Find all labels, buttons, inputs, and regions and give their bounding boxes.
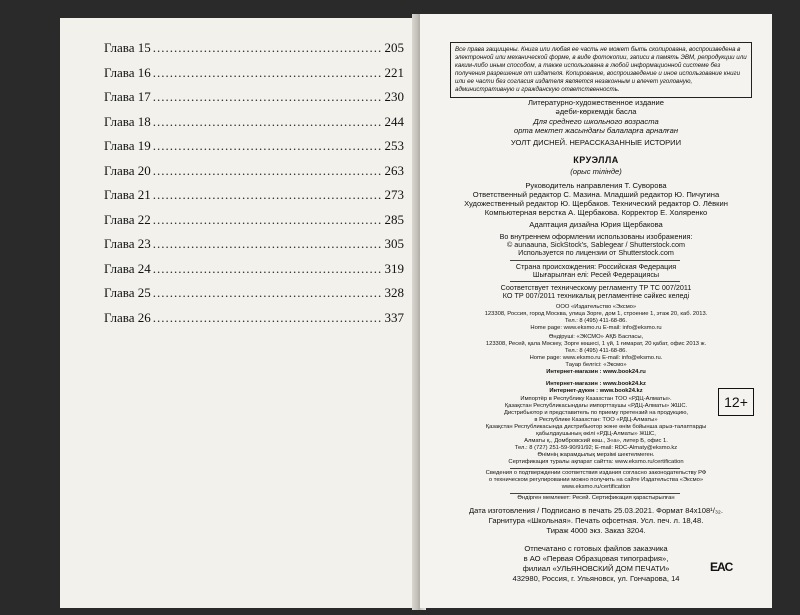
staff-line: Компьютерная верстка А. Щербакова. Корректор Е. Холяренко bbox=[484, 208, 708, 217]
toc-label: Глава 15 bbox=[104, 40, 151, 55]
printer-info: филиал «УЛЬЯНОВСКИЙ ДОМ ПЕЧАТИ» bbox=[522, 564, 670, 573]
toc-leader-dots bbox=[153, 187, 383, 203]
toc-page-number: 305 bbox=[384, 236, 404, 251]
copyright-notice: Все права защищены. Книга или любая ее часть не может быть скопирована, воспроизведена в электронной или механической форме, в виде фотокопии, записи в память ЭВМ, репродукции или каким-либо иным способом, а также использована в любой информационной системе без получения разрешения от издателя. Копирование, воспроизведение и иное использование книги или ее части без согласия издателя является незаконным и влечет уголовную, административную и гражданскую ответственность. bbox=[450, 42, 752, 98]
publisher-kz: Тел.: 8 (495) 411-68-86. bbox=[564, 348, 628, 354]
toc-page-number: 263 bbox=[384, 162, 404, 178]
images-credit: Используется по лицензии от Shutterstock.com bbox=[518, 248, 674, 257]
origin-country-kz: Шығарылған елі: Ресей Федерациясы bbox=[532, 270, 660, 279]
toc-leader-dots bbox=[153, 236, 383, 252]
certification-info-kz: Өндірген мемлекет: Ресей. Сертификация қарастырылған bbox=[517, 495, 675, 501]
toc-entry bbox=[104, 236, 404, 261]
toc-entry bbox=[104, 261, 404, 286]
toc-entry bbox=[104, 285, 404, 310]
toc-page-number: 337 bbox=[384, 309, 404, 325]
images-credit: © aunaauna, SickStock's, Sablegear / Shutterstock.com bbox=[506, 240, 686, 249]
print-details: Гарнитура «Школьная». Печать офсетная. Усл. печ. л. 18,48. bbox=[488, 516, 704, 525]
divider bbox=[510, 468, 680, 469]
series-name: УОЛТ ДИСНЕЙ. НЕРАССКАЗАННЫЕ ИСТОРИИ bbox=[510, 138, 682, 147]
importer-info: Дистрибьютор и представитель по приему претензий на продукцию, bbox=[503, 410, 689, 416]
toc-leader-dots bbox=[153, 65, 383, 81]
printer-info: в АО «Первая Образцовая типография», bbox=[523, 554, 669, 563]
certification-info: Сведения о подтверждении соответствия издания согласно законодательству РФ bbox=[485, 470, 707, 476]
toc-leader-dots bbox=[153, 285, 383, 301]
eac-mark: EAC bbox=[710, 560, 733, 574]
images-credit: Во внутреннем оформлении использованы изображения: bbox=[499, 232, 693, 241]
tech-regulation: Соответствует техническому регламенту ТР ТС 007/2011 bbox=[500, 283, 692, 292]
toc-page-number: 205 bbox=[384, 40, 404, 55]
toc-label: Глава 25 bbox=[104, 285, 151, 300]
toc-label: Глава 22 bbox=[104, 211, 151, 227]
publisher-name: ООО «Издательство «Эксмо» bbox=[555, 304, 637, 310]
online-shop-kz: Интернет-дүкен : www.book24.kz bbox=[549, 388, 643, 394]
book-language: (орыс тілінде) bbox=[570, 167, 622, 176]
age-rating-badge: 12+ bbox=[718, 388, 754, 416]
toc-page-number: 328 bbox=[384, 285, 404, 300]
toc-label: Глава 26 bbox=[104, 309, 151, 325]
importer-info: Алматы қ., Домбровский көш., 3«а», литер Б, офис 1. bbox=[524, 438, 668, 444]
print-details: Дата изготовления / Подписано в печать 25.03.2021. Формат 84x108¹/₃₂. bbox=[469, 506, 723, 515]
genre: Литературно-художественное издание bbox=[527, 98, 665, 107]
right-page-imprint bbox=[420, 14, 772, 608]
toc-page-number: 273 bbox=[384, 187, 404, 202]
printer-address: 432980, Россия, г. Ульяновск, ул. Гончарова, 14 bbox=[512, 574, 680, 583]
genre-kz: әдеби-көркемдік басла bbox=[555, 107, 637, 116]
book-title: КРУЭЛЛА bbox=[573, 155, 619, 165]
toc-entry bbox=[104, 65, 404, 90]
toc-label: Глава 17 bbox=[104, 89, 151, 104]
toc-page-number: 221 bbox=[384, 64, 404, 80]
staff-line: Художественный редактор Ю. Щербаков. Технический редактор О. Лёвкин bbox=[464, 199, 728, 208]
toc-entry bbox=[104, 163, 404, 188]
publisher-address: 123308, Россия, город Москва, улица Зорге, дом 1, строение 1, этаж 20, каб. 2013. bbox=[484, 311, 708, 317]
toc-entry bbox=[104, 187, 404, 212]
publisher-kz: Өндіруші: «ЭКСМО» АҚБ Баспасы, bbox=[548, 334, 644, 340]
toc-leader-dots bbox=[153, 310, 383, 326]
toc-label: Глава 23 bbox=[104, 236, 151, 251]
age-group-kz: орта мектеп жасындағы балаларға арналған bbox=[513, 126, 679, 135]
online-shop-kz: Интернет-магазин : www.book24.kz bbox=[546, 381, 646, 387]
publisher-kz: 123308, Ресей, қала Мәскеу, Зорге көшесі, 1 үй, 1 ғимарат, 20 қабат, офис 2013 ж. bbox=[485, 341, 707, 347]
importer-info: Тел.: 8 (727) 251-59-90/91/92; E-mail: RDC-Almaty@eksmo.kz bbox=[514, 445, 678, 451]
certification-info: о техническом регулировании можно получить на сайте Издательства «Эксмо» bbox=[488, 477, 704, 483]
toc-label: Глава 21 bbox=[104, 187, 151, 202]
toc-leader-dots bbox=[153, 138, 383, 154]
certification-info: www.eksmo.ru/certification bbox=[561, 484, 631, 490]
toc-page-number: 253 bbox=[384, 138, 404, 153]
publisher-kz: Home page: www.eksmo.ru E-mail: info@eksmo.ru. bbox=[529, 355, 663, 361]
toc-entry bbox=[104, 310, 404, 335]
toc-label: Глава 18 bbox=[104, 113, 151, 129]
importer-info: Қазақстан Республикасындағы импорттаушы «РДЦ-Алматы» ЖШС. bbox=[504, 403, 688, 409]
importer-info: в Республике Казахстан: ТОО «РДЦ-Алматы» bbox=[534, 417, 658, 423]
toc-entry bbox=[104, 89, 404, 114]
divider bbox=[510, 260, 680, 261]
left-page bbox=[60, 18, 418, 608]
toc-label: Глава 20 bbox=[104, 162, 151, 178]
tech-regulation-kz: КО ТР 007/2011 техникалық регламентіне сәйкес келеді bbox=[502, 291, 690, 300]
toc-leader-dots bbox=[153, 89, 383, 105]
origin-country: Страна происхождения: Российская Федерация bbox=[515, 262, 677, 271]
printer-info: Отпечатано с готовых файлов заказчика bbox=[524, 544, 668, 553]
importer-info: Қазақстан Республикасында дистрибьютор және өнім бойынша арыз-талаптарды bbox=[485, 424, 707, 430]
table-of-contents bbox=[104, 40, 404, 334]
divider bbox=[510, 493, 680, 494]
toc-entry bbox=[104, 138, 404, 163]
age-group: Для среднего школьного возраста bbox=[533, 117, 659, 126]
publisher-web: Home page: www.eksmo.ru E-mail: info@eksmo.ru bbox=[530, 325, 662, 331]
toc-page-number: 244 bbox=[384, 113, 404, 129]
toc-label: Глава 24 bbox=[104, 260, 151, 276]
toc-label: Глава 19 bbox=[104, 138, 151, 153]
toc-entry bbox=[104, 114, 404, 139]
trademark: Тауар белгісі: «Эксмо» bbox=[565, 362, 627, 368]
importer-info: Өнімнің жарамдылық мерзімі шектелмеген. bbox=[537, 452, 655, 458]
toc-leader-dots bbox=[153, 212, 383, 228]
staff-line: Ответственный редактор С. Мазина. Младший редактор Ю. Пичугина bbox=[472, 190, 720, 199]
toc-label: Глава 16 bbox=[104, 64, 151, 80]
divider bbox=[510, 281, 680, 282]
publisher-phone: Тел.: 8 (495) 411-68-86. bbox=[564, 318, 628, 324]
importer-info: Импортёр в Республику Казахстан ТОО «РДЦ-Алматы». bbox=[520, 396, 672, 402]
print-details: Тираж 4000 экз. Заказ 3204. bbox=[546, 526, 646, 535]
toc-leader-dots bbox=[153, 261, 383, 277]
importer-info: қабылдаушының өкілі «РДЦ-Алматы» ЖШС, bbox=[536, 431, 656, 437]
online-shop: Интернет-магазин : www.book24.ru bbox=[546, 369, 646, 375]
importer-info: Сертификация туралы ақпарат сайтта: www.eksmo.ru/certification bbox=[508, 459, 684, 465]
toc-entry bbox=[104, 212, 404, 237]
toc-page-number: 285 bbox=[384, 211, 404, 227]
toc-entry bbox=[104, 40, 404, 65]
design-credit: Адаптация дизайна Юрия Щербакова bbox=[529, 220, 663, 229]
toc-leader-dots bbox=[153, 40, 383, 56]
toc-page-number: 230 bbox=[384, 89, 404, 104]
toc-leader-dots bbox=[153, 163, 383, 179]
staff-line: Руководитель направления Т. Суворова bbox=[525, 181, 667, 190]
toc-page-number: 319 bbox=[384, 260, 404, 276]
toc-leader-dots bbox=[153, 114, 383, 130]
